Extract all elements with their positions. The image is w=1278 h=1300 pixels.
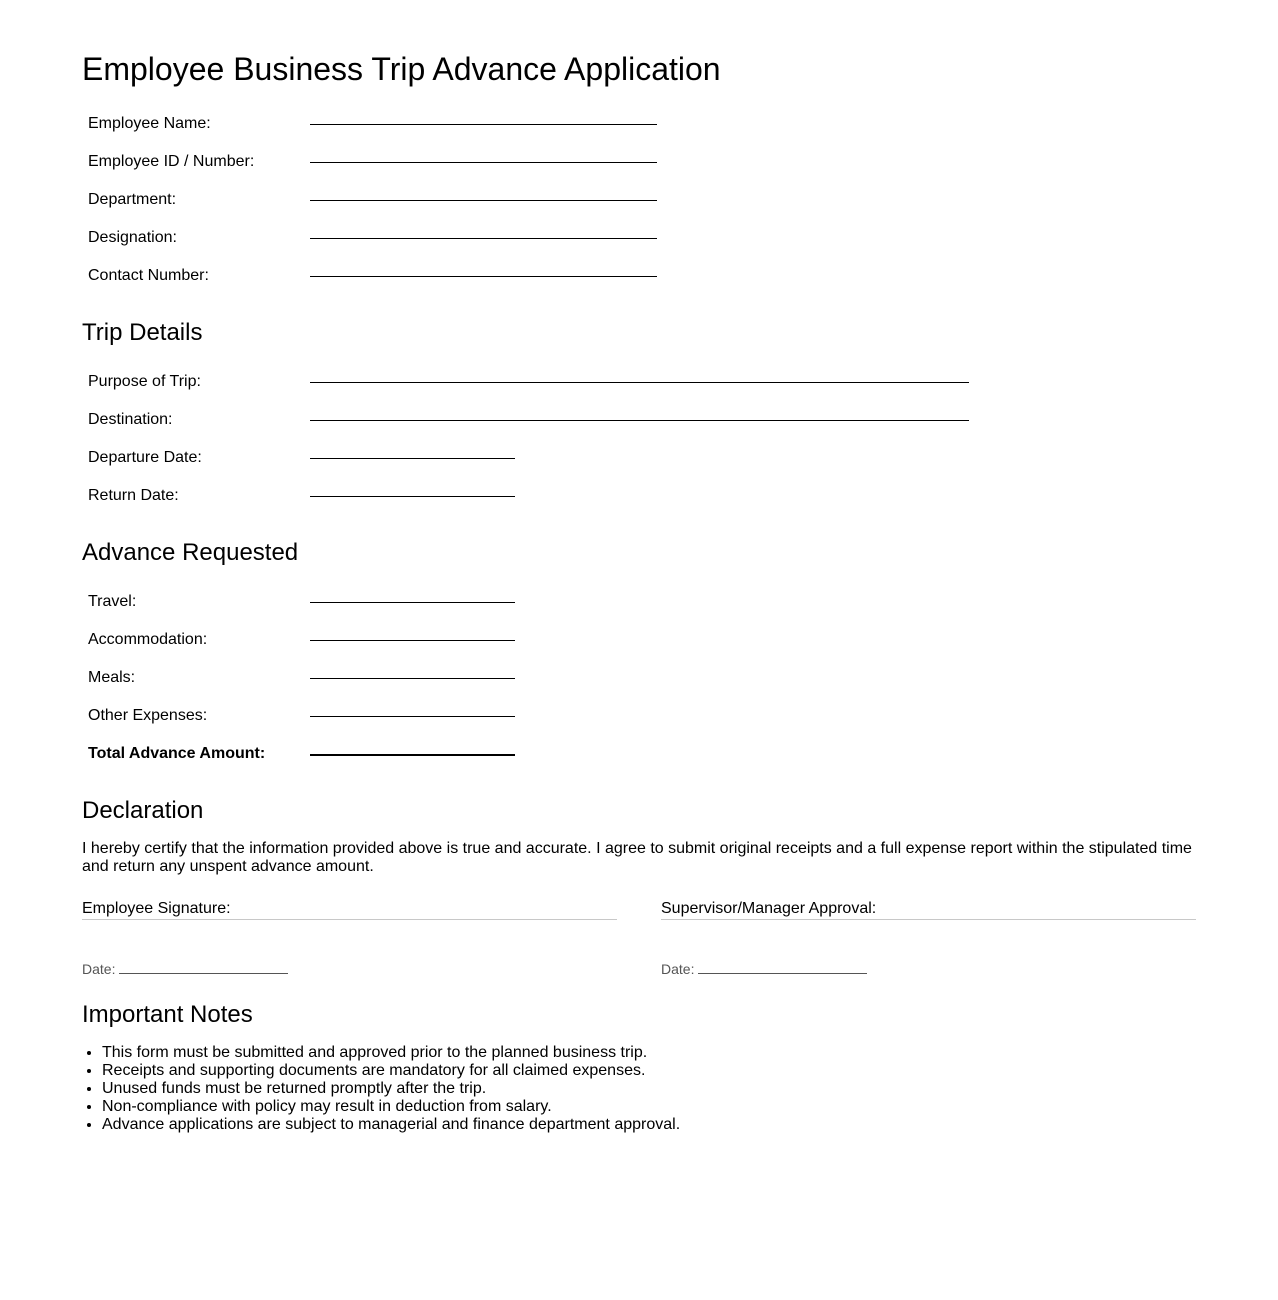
return-date-row bbox=[88, 484, 1088, 508]
employee-id-row bbox=[88, 150, 1088, 174]
supervisor-approval-label: Supervisor/Manager Approval: bbox=[661, 900, 1196, 920]
advance-requested-heading: Advance Requested bbox=[82, 539, 299, 566]
employee-id-field[interactable] bbox=[310, 162, 657, 163]
departure-date-field[interactable] bbox=[310, 458, 515, 459]
important-notes-heading: Important Notes bbox=[82, 1001, 253, 1028]
return-date-label: Return Date: bbox=[88, 487, 179, 504]
supervisor-approval-block[interactable] bbox=[661, 900, 1196, 920]
supervisor-date-label: Date: bbox=[661, 961, 695, 977]
list-item: • Receipts and supporting documents are mandatory for all claimed expenses. bbox=[102, 1062, 680, 1080]
departure-date-label: Departure Date: bbox=[88, 449, 202, 466]
notes-list bbox=[82, 1044, 680, 1134]
accommodation-row bbox=[88, 628, 1088, 652]
department-field[interactable] bbox=[310, 200, 657, 201]
list-item: • Unused funds must be returned promptly after the trip. bbox=[102, 1080, 680, 1098]
employee-signature-block[interactable] bbox=[82, 900, 617, 920]
meals-row bbox=[88, 666, 1088, 690]
declaration-heading: Declaration bbox=[82, 797, 204, 824]
employee-name-row bbox=[88, 112, 1088, 136]
employee-date-field[interactable] bbox=[82, 960, 288, 978]
department-label: Department: bbox=[88, 191, 177, 208]
purpose-field[interactable] bbox=[310, 382, 969, 383]
designation-label: Designation: bbox=[88, 229, 177, 246]
supervisor-date-blank[interactable] bbox=[698, 960, 867, 974]
travel-row bbox=[88, 590, 1088, 614]
meals-label: Meals: bbox=[88, 669, 136, 686]
destination-field[interactable] bbox=[310, 420, 969, 421]
purpose-row bbox=[88, 370, 1088, 394]
accommodation-field[interactable] bbox=[310, 640, 515, 641]
destination-row bbox=[88, 408, 1088, 432]
employee-name-label: Employee Name: bbox=[88, 115, 211, 132]
employee-signature-label: Employee Signature: bbox=[82, 900, 617, 920]
travel-field[interactable] bbox=[310, 602, 515, 603]
departure-date-row bbox=[88, 446, 1088, 470]
purpose-label: Purpose of Trip: bbox=[88, 373, 201, 390]
trip-details-heading: Trip Details bbox=[82, 319, 203, 346]
employee-name-field[interactable] bbox=[310, 124, 657, 125]
total-advance-label: Total Advance Amount: bbox=[88, 745, 266, 762]
accommodation-label: Accommodation: bbox=[88, 631, 208, 648]
designation-field[interactable] bbox=[310, 238, 657, 239]
contact-number-row bbox=[88, 264, 1088, 288]
return-date-field[interactable] bbox=[310, 496, 515, 497]
contact-number-label: Contact Number: bbox=[88, 267, 209, 284]
contact-number-field[interactable] bbox=[310, 276, 657, 277]
destination-label: Destination: bbox=[88, 411, 173, 428]
employee-id-label: Employee ID / Number: bbox=[88, 153, 255, 170]
employee-date-label: Date: bbox=[82, 961, 116, 977]
employee-date-blank[interactable] bbox=[119, 960, 288, 974]
total-advance-field[interactable] bbox=[310, 754, 515, 756]
supervisor-date-field[interactable] bbox=[661, 960, 867, 978]
other-expenses-label: Other Expenses: bbox=[88, 707, 208, 724]
list-item: • Non-compliance with policy may result in deduction from salary. bbox=[102, 1098, 680, 1116]
department-row bbox=[88, 188, 1088, 212]
meals-field[interactable] bbox=[310, 678, 515, 679]
designation-row bbox=[88, 226, 1088, 250]
list-item: • Advance applications are subject to managerial and finance department approval. bbox=[102, 1116, 680, 1134]
other-expenses-field[interactable] bbox=[310, 716, 515, 717]
list-item: • This form must be submitted and approved prior to the planned business trip. bbox=[102, 1044, 680, 1062]
page-title: Employee Business Trip Advance Application bbox=[82, 51, 721, 87]
declaration-text: I hereby certify that the information provided above is true and accurate. I agree to submit original receipts and a full expense report within the stipulated time and return any unspent advance amount. bbox=[82, 840, 1192, 875]
other-expenses-row bbox=[88, 704, 1088, 728]
travel-label: Travel: bbox=[88, 593, 137, 610]
total-advance-row bbox=[88, 742, 1088, 766]
